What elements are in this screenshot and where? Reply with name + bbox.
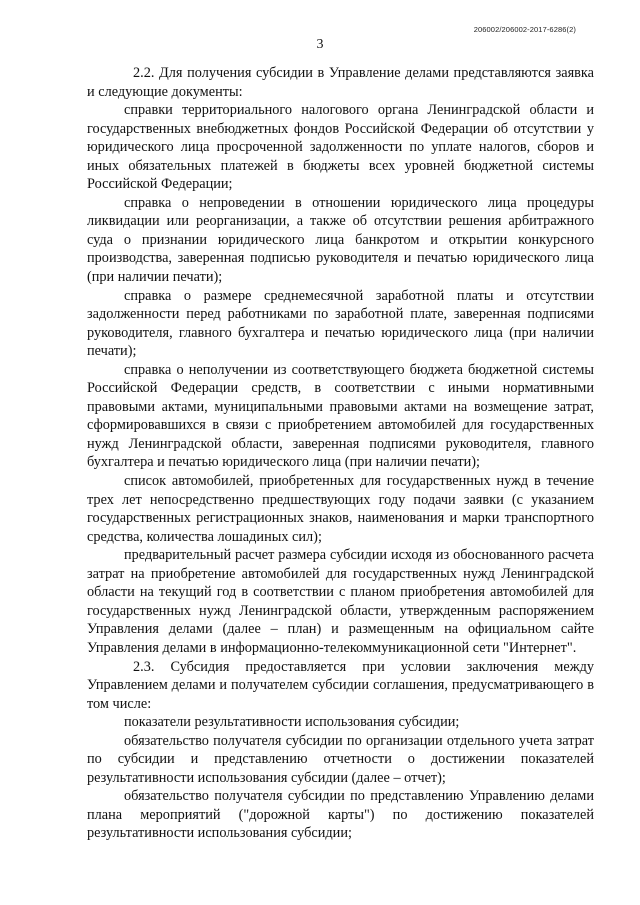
paragraph-salary-certificate: справка о размере среднемесячной заработной платы и отсутствии задолженности перед работниками по заработной плате, заверенная подписями руководителя, главного бухгалтера и печатью юридического лица (при наличии печати);: [87, 287, 594, 360]
paragraph-roadmap: обязательство получателя субсидии по представлению Управлению делами плана мероприятий ("дорожной карты") по достижению показателей результативности использования субсидии;: [87, 788, 594, 842]
paragraph-2-3: 2.3. Субсидия предоставляется при условии заключения между Управлением делами и получателем субсидии соглашения, предусматривающего в том числе:: [87, 658, 594, 712]
paragraph-2-2: 2.2. Для получения субсидии в Управление делами представляются заявка и следующие документы:: [87, 65, 594, 100]
paragraph-tax-certificates: справки территориального налогового органа Ленинградской области и государственных внебюджетных фондов Российской Федерации об отсутствии у юридического лица просроченной задолженности по уплате налогов, сборов и иных обязательных платежей в бюджеты всех уровней бюджетной системы Российской Федерации;: [87, 102, 594, 193]
paragraph-performance-indicators: показатели результативности использования субсидии;: [124, 714, 460, 731]
paragraph-preliminary-calculation: предварительный расчет размера субсидии исходя из обоснованного расчета затрат на приобретение автомобилей для государственных нужд Ленинградской области на текущий год в соответствии с планом приобретения автомобилей для государственных нужд Ленинградской области, утвержденным распоряжением Управления делами (далее – план) и размещенным на официальном сайте Управления делами в информационно-телекоммуникационной сети "Интернет".: [87, 547, 594, 656]
paragraph-separate-accounting: обязательство получателя субсидии по организации отдельного учета затрат по субсидии и представлению отчетности о достижении показателей результативности использования субсидии (далее – отчет);: [87, 732, 594, 786]
paragraph-non-receipt-certificate: справка о неполучении из соответствующего бюджета бюджетной системы Российской Федерации средств, в соответствии с иными нормативными правовыми актами, муниципальными правовыми актами на возмещение затрат, сформировавшихся в связи с приобретением автомобилей для государственных нужд Ленинградской области, заверенная подписями руководителя, главного бухгалтера и печатью юридического лица (при наличии печати);: [87, 361, 594, 471]
page-number: 3: [316, 37, 324, 52]
paragraph-no-liquidation-certificate: справка о непроведении в отношении юридического лица процедуры ликвидации или реорганизации, а также об отсутствии решения арбитражного суда о признании юридического лица банкротом и открытии конкурсного производства, заверенная подписью руководителя и печатью юридического лица (при наличии печати);: [87, 194, 594, 286]
document-body: [87, 64, 594, 843]
paragraph-vehicle-list: список автомобилей, приобретенных для государственных нужд в течение трех лет непосредственно предшествующих году подачи заявки (с указанием государственных регистрационных знаков, наименования и марки транспортного средства, количества лошадиных сил);: [87, 473, 594, 545]
document-id: 206002/206002-2017-6286(2): [473, 25, 576, 34]
